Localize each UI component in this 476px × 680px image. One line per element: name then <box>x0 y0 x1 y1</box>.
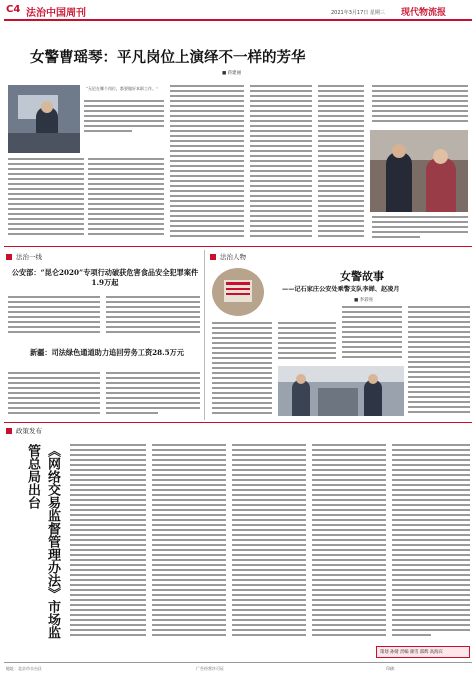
section-marker <box>210 254 216 260</box>
feature-body-col-3 <box>342 306 402 364</box>
column-divider <box>204 250 205 420</box>
feature-body-col-4 <box>408 306 470 418</box>
news2-body-col-2 <box>106 372 200 418</box>
feature-subtitle: ——记石家庄公安处乘警支队李婵、赵凌月 <box>282 286 400 293</box>
policy-body-col-1 <box>70 444 146 640</box>
feature-photo-2 <box>278 366 404 416</box>
section-bar-law-people <box>210 252 246 261</box>
policy-body-col-2 <box>152 444 226 640</box>
section-bar-label: 政策发布 <box>16 427 42 435</box>
footer-rule <box>4 662 472 663</box>
policy-headline: 《网络交易监督管理办法》市场监管总局出台 <box>25 444 60 639</box>
policy-body-col-4 <box>312 444 386 640</box>
section-bar-policy <box>6 426 42 435</box>
main-body-col-6b <box>372 216 468 242</box>
page-header <box>6 4 470 18</box>
news2-body-col-1 <box>8 372 100 418</box>
feature-byline: ■ 李彩亮 <box>354 298 374 303</box>
divider-2 <box>4 422 472 423</box>
news2-title: 新疆：司法绿色通道助力追回劳务工资28.5万元 <box>29 348 185 357</box>
main-body-col-5 <box>318 85 364 241</box>
footer-license: 广告经营许可证 <box>196 666 224 671</box>
main-article-title: 女警曹瑶琴：平凡岗位上演绎不一样的芳华 <box>30 49 306 66</box>
feature-body-col-2 <box>278 322 336 364</box>
policy-body-col-5 <box>392 444 470 640</box>
main-body-col-4 <box>250 85 312 241</box>
policy-body-col-3 <box>232 444 306 640</box>
section-marker <box>6 428 12 434</box>
main-body-col-2 <box>88 158 164 240</box>
editor-credit-box <box>376 646 470 658</box>
main-article-caption <box>84 100 164 148</box>
section-marker <box>6 254 12 260</box>
divider-1 <box>4 246 472 247</box>
page-number: C4 <box>6 4 21 15</box>
section-bar-law-express <box>6 252 42 261</box>
paper-name: 现代物流报 <box>401 8 447 18</box>
feature-body-col-1 <box>212 322 272 418</box>
footer-print: 印刷： <box>386 666 398 671</box>
feature-title: 女警故事 <box>340 270 384 283</box>
main-article-byline: ■ 蒋建丽 <box>222 71 242 76</box>
main-body-col-6 <box>372 85 468 127</box>
footer-address: 地址：北京市丰台区 <box>6 666 42 671</box>
main-article-photo-2 <box>370 130 468 212</box>
editor-credits: 策划 孙婧 责编 颜雪 邵辉 高海宾 <box>380 650 443 655</box>
issue-date: 2021年3月17日 星期三 <box>331 10 385 16</box>
news1-title: 公安部：“昆仑2020”专项行动破获危害食品安全犯罪案件1.9万起 <box>11 268 199 287</box>
main-body-col-1 <box>8 158 84 240</box>
header-rule <box>4 19 472 21</box>
main-article-quote: “无论在哪个岗位，都要做好本职工作。” <box>86 86 159 91</box>
section-bar-label: 法治人物 <box>220 253 246 261</box>
news1-body-col-1 <box>8 296 100 336</box>
main-article-photo <box>8 85 80 153</box>
section-title: 法治中国周刊 <box>26 8 86 19</box>
section-bar-label: 法治一线 <box>16 253 42 261</box>
page-footer <box>6 666 470 676</box>
news1-body-col-2 <box>106 296 200 336</box>
main-body-col-3 <box>170 85 244 241</box>
feature-photo-1 <box>212 268 264 316</box>
